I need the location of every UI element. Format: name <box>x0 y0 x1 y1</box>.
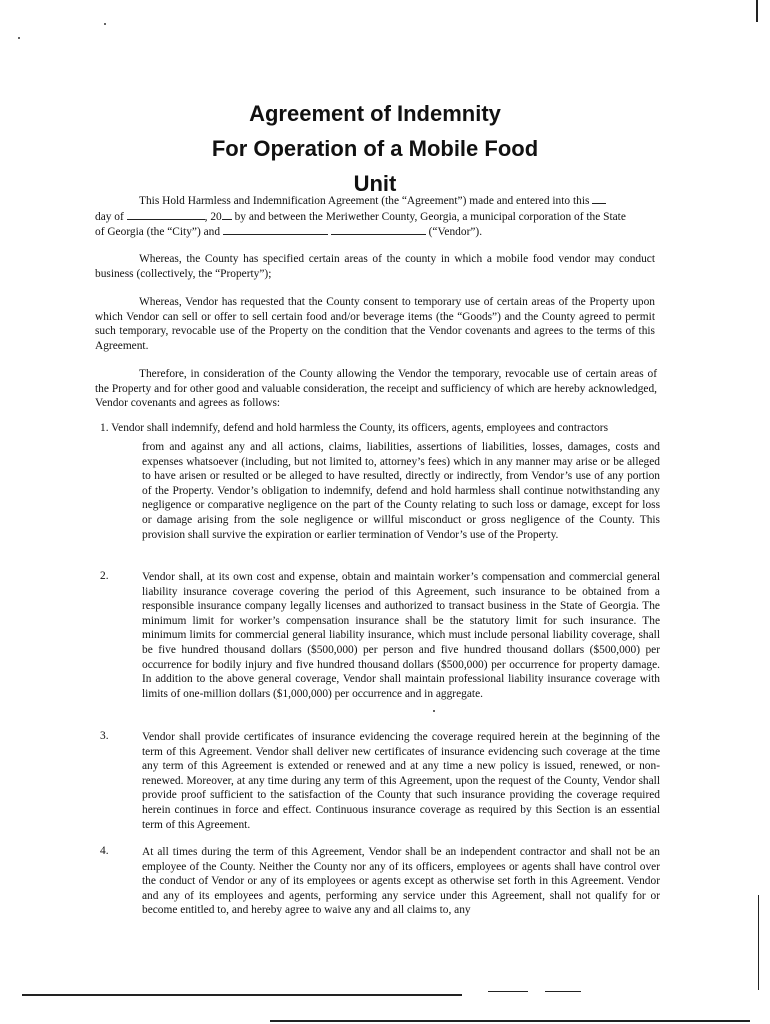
scan-rule-bottom-3 <box>545 991 581 992</box>
scan-edge-right <box>758 895 759 990</box>
whereas-paragraph-1: Whereas, the County has specified certain areas of the county in which a mobile food vendor may conduct business (collectively, the “Property”); <box>95 253 655 280</box>
vendor-blank-1 <box>223 224 328 235</box>
scan-rule-bottom-2 <box>488 991 528 992</box>
intro-year: , 20 <box>204 210 222 223</box>
scan-speck-3 <box>433 710 435 712</box>
item-4-body: At all times during the term of this Agreement, Vendor shall be an independent contractor and shall not be an employee of the County. Neither the County nor any of its officers, employees or agents shall have control over the conduct of Vendor or any of its employees or agents except as otherwise set forth in this Agreement. Vendor and any of its employees and agents, performing any service under this Agreement, shall not qualify for or become entitled to, and hereby agree to waive any and all claims to, any <box>142 846 660 917</box>
intro-text-3: of Georgia (the “City”) and <box>95 226 221 239</box>
intro-vendor-label: (“Vendor”). <box>428 226 483 239</box>
intro-paragraph <box>95 193 657 240</box>
item-3-number: 3. <box>100 730 109 742</box>
intro-line-3 <box>95 224 657 240</box>
scan-rule-bottom-1 <box>22 994 462 996</box>
intro-line-2 <box>95 209 657 225</box>
item-1-heading: 1. Vendor shall indemnify, defend and hold harmless the County, its officers, agents, employees and contractors <box>100 422 609 434</box>
year-blank <box>222 209 232 220</box>
intro-text-1: This Hold Harmless and Indemnification Agreement (the “Agreement”) made and entered into this <box>139 195 590 207</box>
intro-line-1 <box>95 193 657 209</box>
therefore-paragraph: Therefore, in consideration of the County allowing the Vendor the temporary, revocable use of certain areas of the Property and for other good and valuable consideration, the receipt and sufficiency of which are hereby acknowledged, Vendor covenants and agrees as follows: <box>95 368 657 410</box>
day-blank <box>127 209 205 220</box>
date-blank <box>592 193 606 204</box>
item-3-body: Vendor shall provide certificates of insurance evidencing the coverage required herein at the beginning of the term of this Agreement. Vendor shall deliver new certificates of insurance evidencing such coverage at the time any term of this Agreement is extended or renewed and at any time a new policy is issued, renewed, or non-renewed. Moreover, at any time during any term of this Agreement, upon the request of the County, Vendor shall provide proof sufficient to the satisfaction of the County that such insurance providing the coverage required herein continues in force and effect. Continuous insurance coverage as required by this Section is an essential term of this Agreement. <box>142 731 660 831</box>
document-title <box>130 96 620 201</box>
intro-text-2: by and between the Meriwether County, Georgia, a municipal corporation of the State <box>234 210 626 223</box>
item-2-number: 2. <box>100 570 109 582</box>
title-line-1: Agreement of Indemnity <box>249 101 501 126</box>
item-2-body: Vendor shall, at its own cost and expense, obtain and maintain worker’s compensation and commercial general liability insurance coverage covering the period of this Agreement, such insurance to be obtained from a responsible insurance company legally licenses and authorized to transact business in the State of Georgia. The minimum limit for worker’s compensation insurance shall be the statutory limit for such insurance. The minimum limits for commercial general liability insurance, which must include personal liability coverage, shall be five hundred thousand dollars ($500,000) per person and five hundred thousand dollars ($500,000) per occurrence for bodily injury and five hundred thousand dollars ($500,000) per occurrence for property damage. In addition to the above general coverage, Vendor shall maintain professional liability insurance coverage with limits of one-million dollars ($1,000,000) per occurrence and in aggregate. <box>142 571 660 700</box>
item-4-number: 4. <box>100 845 109 857</box>
vendor-blank-2 <box>331 224 426 235</box>
title-line-3: Unit <box>353 171 397 196</box>
scan-speck-1 <box>18 37 20 39</box>
whereas-paragraph-2: Whereas, Vendor has requested that the County consent to temporary use of certain areas of the Property upon which Vendor can sell or offer to sell certain food and/or beverage items (the “Goods”) and the County agreed to permit such temporary, revocable use of the Property on the condition that the Vendor covenants and agrees to the terms of this Agreement. <box>95 296 655 352</box>
intro-day-of: day of <box>95 210 124 223</box>
item-1-body: from and against any and all actions, claims, liabilities, assertions of liabilities, losses, damages, costs and expenses whatsoever (including, but not limited to, attorney’s fees) which in any manner may arise or be alleged to have arisen or resulted or be alleged to have resulted, directly or indirectly, from Vendor’s use of any portion of the Property. Vendor’s obligation to indemnify, defend and hold harmless shall continue notwithstanding any negligence or comparative negligence on the part of the County relating to such loss or damage, except for loss or damage arising from the sole negligence or willful misconduct or gross negligence of the County. This provision shall survive the expiration or earlier termination of Vendor’s use of the Property. <box>142 441 660 541</box>
scan-rule-bottom-4 <box>270 1020 750 1022</box>
scan-speck-2 <box>104 23 106 25</box>
scan-edge-top <box>756 0 758 22</box>
title-line-2: For Operation of a Mobile Food <box>211 136 539 161</box>
